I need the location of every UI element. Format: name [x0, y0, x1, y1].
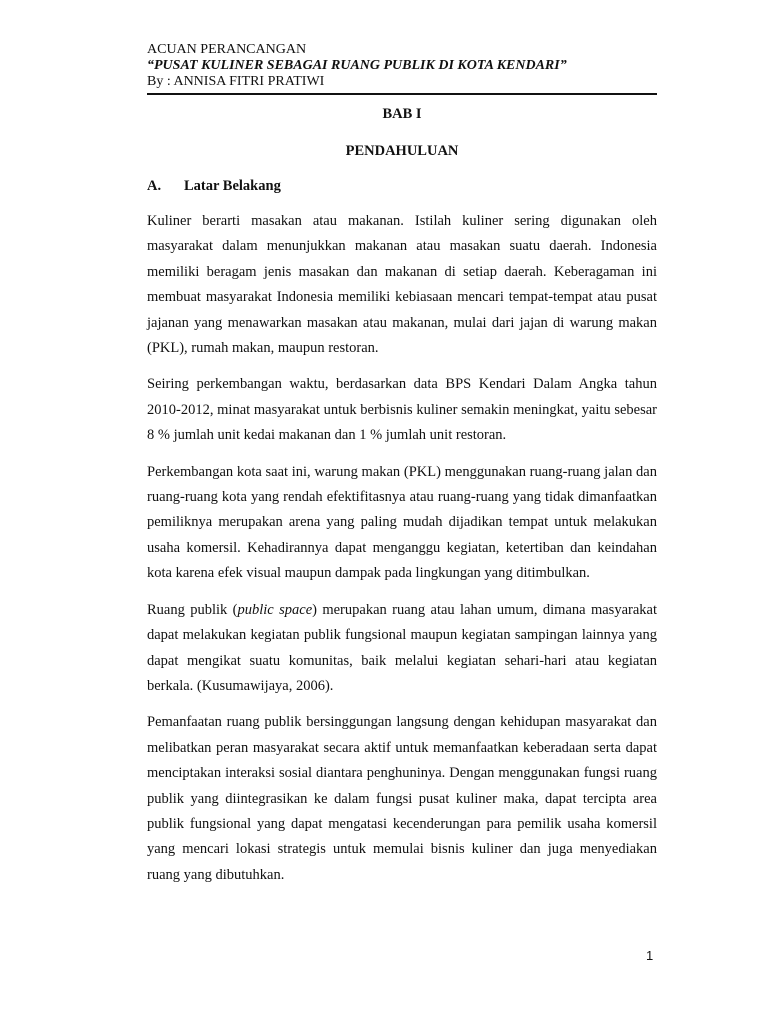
- paragraph-5: Pemanfaatan ruang publik bersinggungan langsung dengan kehidupan masyarakat dan melibatkan peran masyarakat secara aktif untuk memanfaatkan keberadaan serta dapat menciptakan interaksi sosial diantara penghuninya. Dengan menggunakan fungsi ruang publik yang diintegrasikan ke dalam fungsi pusat kuliner maka, dapat tercipta area publik fungsional yang dapat mengatasi kecenderungan para pemilik usaha komersil yang mencari lokasi strategis untuk memulai bisnis kuliner dan juga menyediakan ruang yang dibutuhkan.: [147, 714, 657, 883]
- paragraph-4-start: Ruang publik (: [147, 601, 238, 618]
- paragraph-4-end: ) merupakan ruang atau lahan umum, dimana masyarakat dapat melakukan kegiatan publik fungsional maupun kegiatan sampingan lainnya yang dapat mengikat suatu komunitas, baik melalui kegiatan sehari-hari atau kegiatan berkala. (Kusumawijaya, 2006).: [147, 601, 657, 694]
- section-title: Latar Belakang: [184, 178, 281, 194]
- paragraph-4-italic-term: public space: [237, 601, 313, 618]
- document-body: [147, 209, 657, 899]
- document-header: [147, 42, 657, 90]
- header-title: “PUSAT KULINER SEBAGAI RUANG PUBLIK DI KOTA KENDARI”: [147, 58, 567, 73]
- paragraph-1: Kuliner berarti masakan atau makanan. Istilah kuliner sering digunakan oleh masyarakat dalam menunjukkan makanan atau masakan suatu daerah. Indonesia memiliki beragam jenis masakan dan makanan di setiap daerah. Keberagaman ini membuat masyarakat Indonesia memiliki kebiasaan mencari tempat-tempat atau pusat jajanan yang menawarkan masakan atau makanan, mulai dari jajan di warung makan (PKL), rumah makan, maupun restoran.: [147, 213, 657, 357]
- chapter-number: BAB I: [382, 106, 422, 122]
- section-letter: A.: [147, 178, 162, 194]
- paragraph-4: [147, 598, 657, 700]
- paragraph-2: Seiring perkembangan waktu, berdasarkan data BPS Kendari Dalam Angka tahun 2010-2012, minat masyarakat untuk berbisnis kuliner semakin meningkat, yaitu sebesar 8 % jumlah unit kedai makanan dan 1 % jumlah unit restoran.: [147, 376, 657, 444]
- chapter-title: PENDAHULUAN: [345, 143, 459, 159]
- section-heading: [147, 178, 281, 195]
- page-number: 1: [646, 948, 654, 963]
- header-divider: [147, 93, 657, 95]
- header-author: By : ANNISA FITRI PRATIWI: [147, 74, 325, 89]
- paragraph-3: Perkembangan kota saat ini, warung makan (PKL) menggunakan ruang-ruang jalan dan ruang-ruang kota yang rendah efektifitasnya atau ruang-ruang yang tidak dimanfaatkan pemiliknya merupakan arena yang paling mudah dijadikan tempat untuk melakukan usaha komersil. Kehadirannya dapat menganggu kegiatan, ketertiban dan keindahan kota karena efek visual maupun dampak pada lingkungan yang ditimbulkan.: [147, 463, 657, 582]
- header-label: ACUAN PERANCANGAN: [147, 42, 307, 57]
